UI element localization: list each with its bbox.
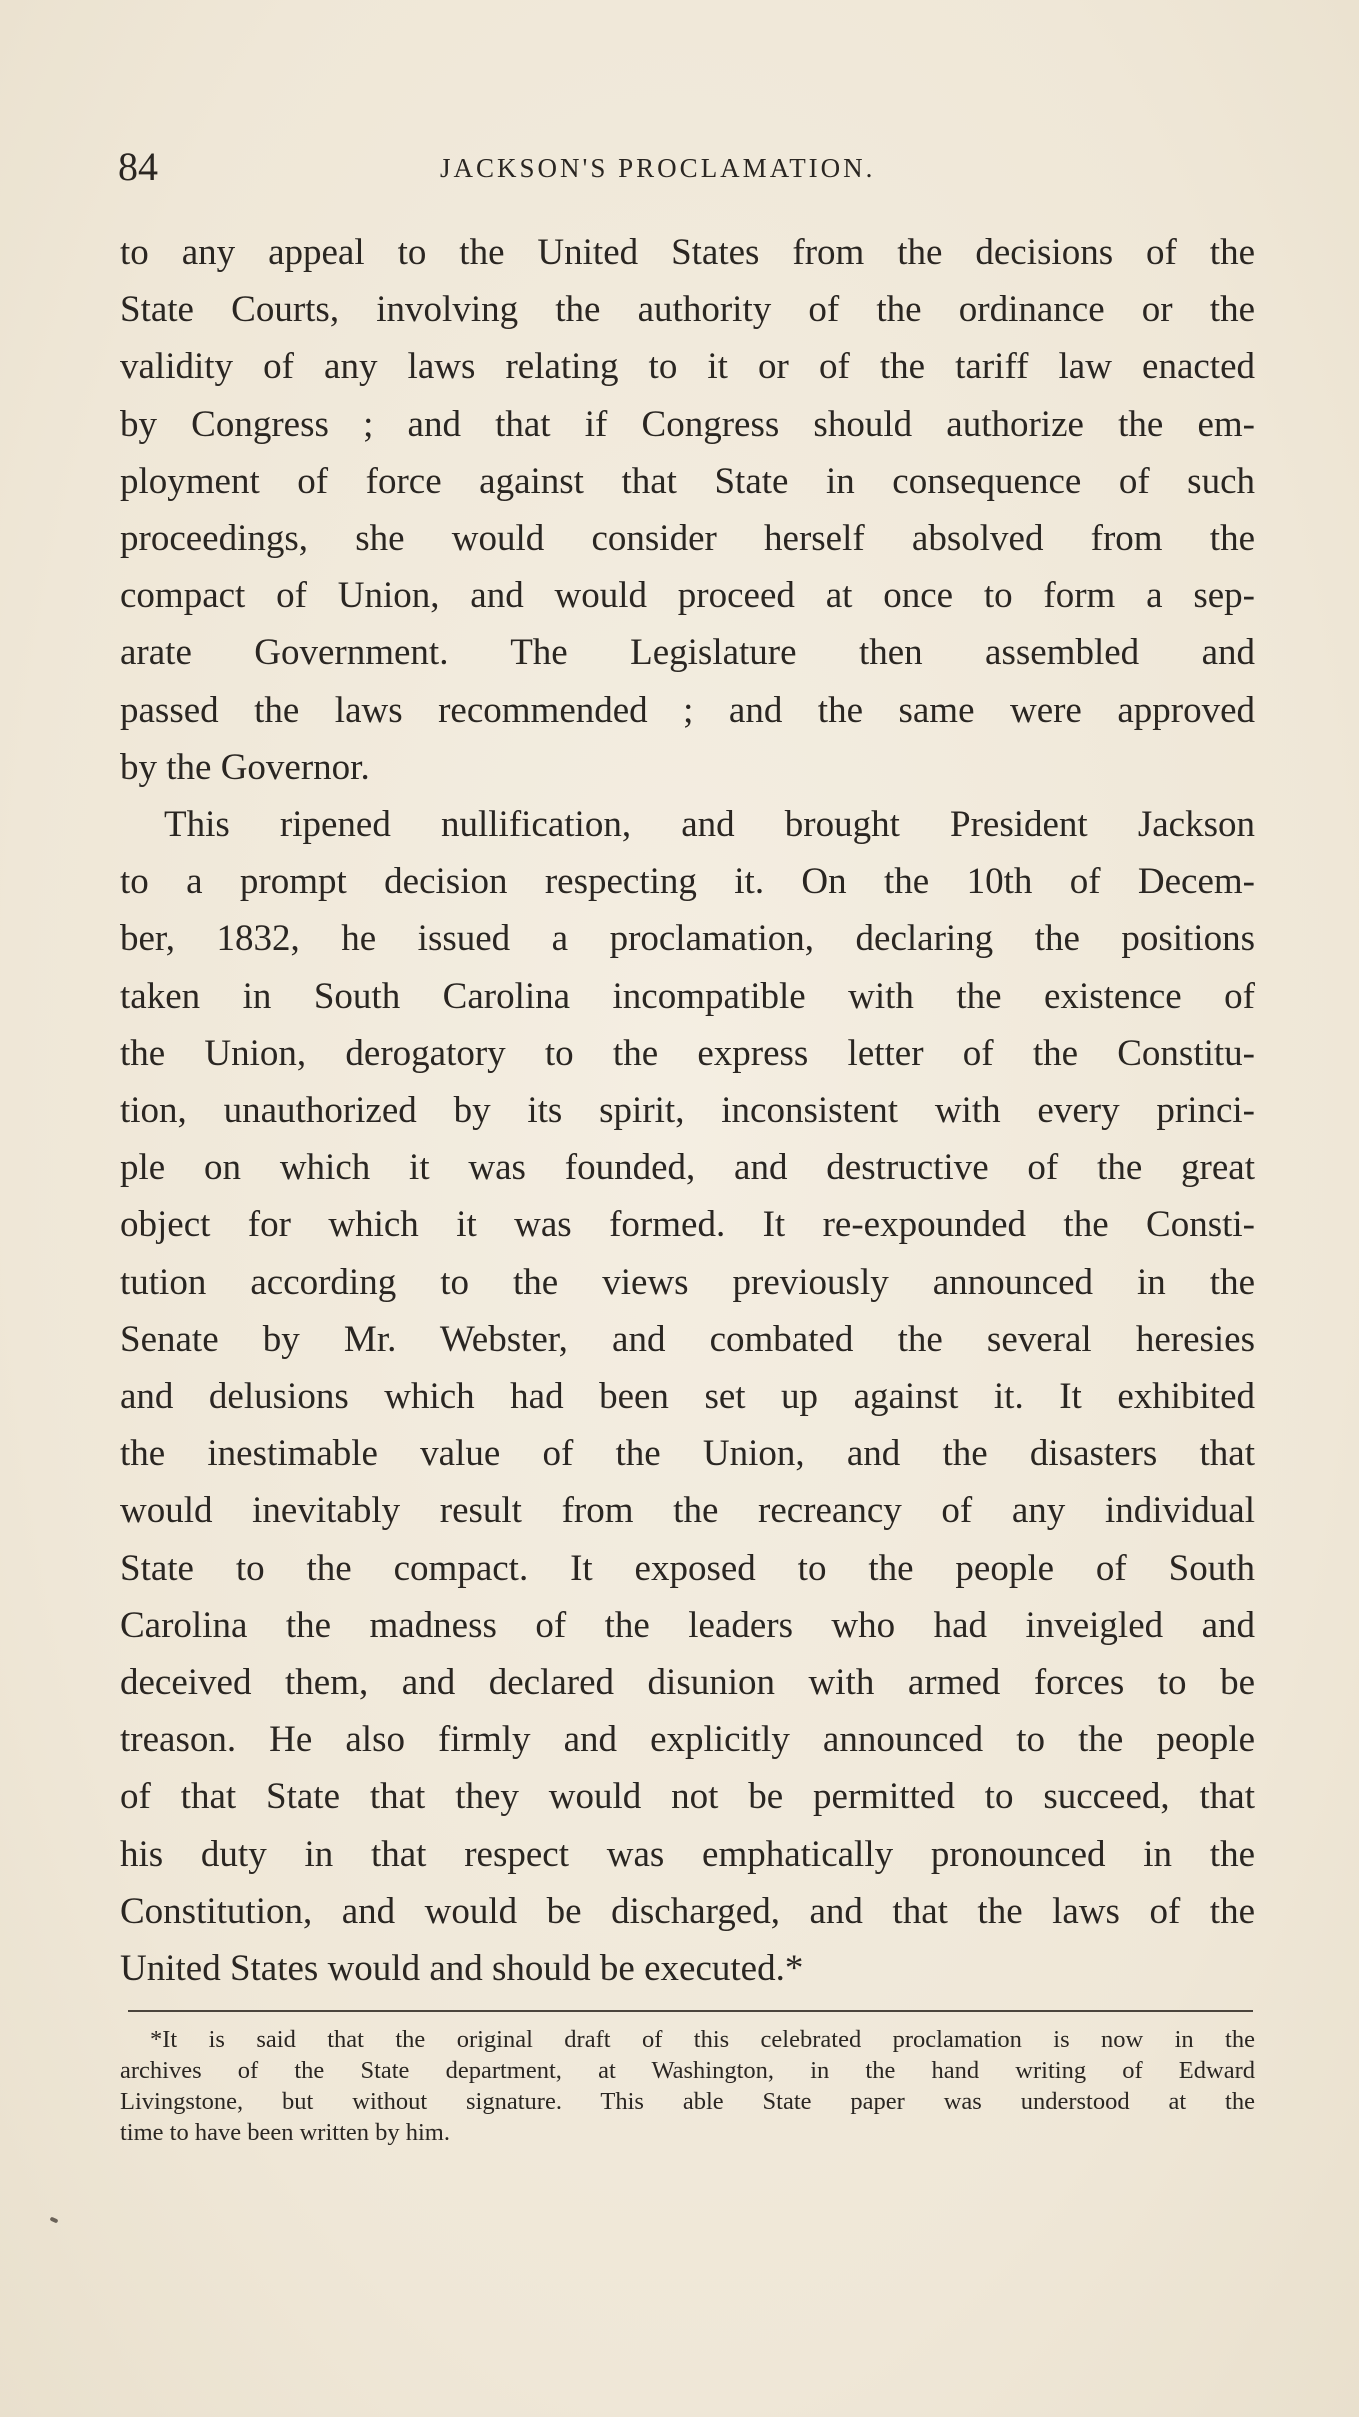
body-line: ber, 1832, he issued a proclamation, declaring the positions	[120, 918, 1255, 960]
body-line: and delusions which had been set up against it. It exhibited	[120, 1376, 1255, 1418]
body-line: arate Government. The Legislature then assembled and	[120, 632, 1255, 674]
body-line: object for which it was formed. It re-expounded the Consti-	[120, 1204, 1255, 1246]
body-line: State to the compact. It exposed to the people of South	[120, 1547, 1255, 1589]
ink-speck	[50, 2216, 59, 2223]
page-header	[118, 142, 1258, 192]
body-line: passed the laws recommended ; and the same were approved	[120, 689, 1255, 731]
body-line: validity of any laws relating to it or of the tariff law enacted	[120, 346, 1255, 388]
body-line: This ripened nullification, and brought President Jackson	[164, 804, 1255, 846]
footnote-line: time to have been written by him.	[120, 2119, 450, 2146]
body-line: tution according to the views previously announced in the	[120, 1261, 1255, 1303]
footnote-divider	[128, 2010, 1253, 2012]
body-line: his duty in that respect was emphatically pronounced in the	[120, 1833, 1255, 1875]
body-line: to a prompt decision respecting it. On the 10th of Decem-	[120, 861, 1255, 903]
body-line: the Union, derogatory to the express letter of the Constitu-	[120, 1032, 1255, 1074]
footnote-line: archives of the State department, at Washington, in the hand writing of Edward	[120, 2057, 1255, 2084]
body-line: Constitution, and would be discharged, and that the laws of the	[120, 1890, 1255, 1932]
running-head: JACKSON'S PROCLAMATION.	[440, 153, 876, 183]
body-line: ple on which it was founded, and destructive of the great	[120, 1147, 1255, 1189]
body-line: Carolina the madness of the leaders who had inveigled and	[120, 1604, 1255, 1646]
body-line: United States would and should be executed.*	[120, 1948, 804, 1990]
body-line: tion, unauthorized by its spirit, inconsistent with every princi-	[120, 1090, 1255, 1132]
body-line: to any appeal to the United States from the decisions of the	[120, 232, 1255, 273]
body-line: the inestimable value of the Union, and the disasters that	[120, 1433, 1255, 1475]
body-line: deceived them, and declared disunion with armed forces to be	[120, 1662, 1255, 1704]
body-line: by the Governor.	[120, 746, 370, 788]
body-line: by Congress ; and that if Congress should authorize the em-	[120, 403, 1255, 445]
body-line: proceedings, she would consider herself absolved from the	[120, 518, 1255, 560]
body-line: of that State that they would not be permitted to succeed, that	[120, 1776, 1255, 1818]
body-line: State Courts, involving the authority of the ordinance or the	[120, 289, 1255, 331]
body-line: Senate by Mr. Webster, and combated the several heresies	[120, 1318, 1255, 1360]
page-number: 84	[118, 144, 158, 189]
footnote-line: Livingstone, but without signature. This able State paper was understood at the	[120, 2088, 1255, 2115]
body-line: would inevitably result from the recreancy of any individual	[120, 1490, 1255, 1532]
footnote	[120, 2024, 1255, 2148]
body-text	[120, 224, 1255, 1997]
body-line: compact of Union, and would proceed at once to form a sep-	[120, 575, 1255, 617]
body-line: taken in South Carolina incompatible with the existence of	[120, 975, 1255, 1017]
body-line: ployment of force against that State in consequence of such	[120, 460, 1255, 502]
body-line: treason. He also firmly and explicitly announced to the people	[120, 1719, 1255, 1761]
footnote-line: *It is said that the original draft of this celebrated proclamation is now in the	[150, 2026, 1255, 2053]
